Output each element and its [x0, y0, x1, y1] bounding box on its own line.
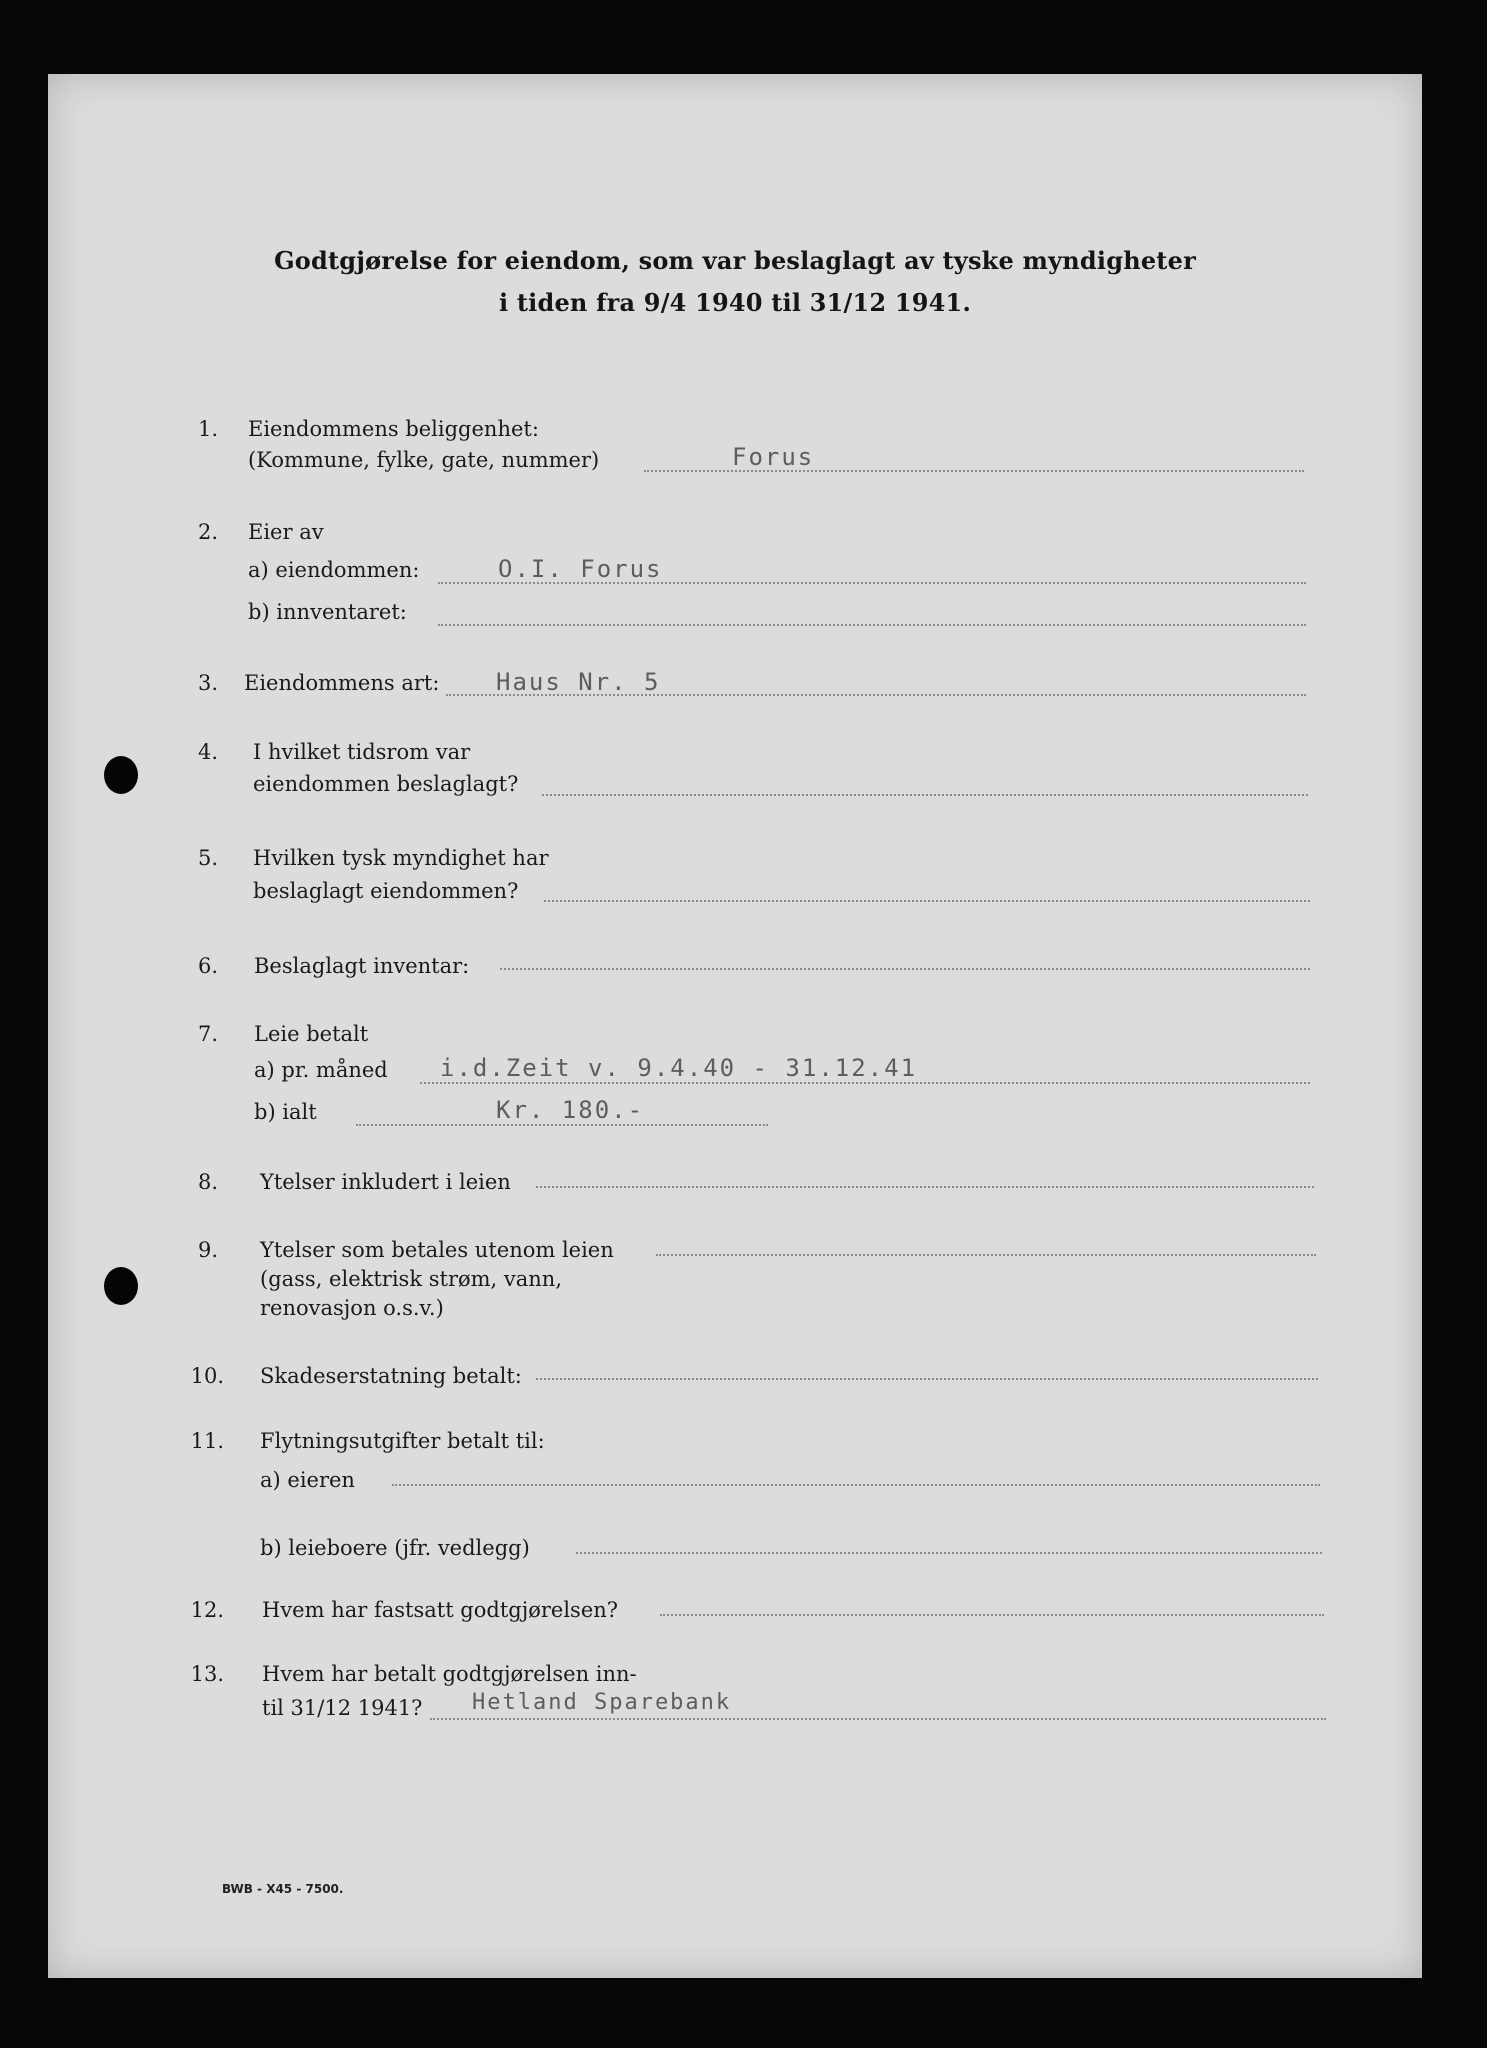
item-number: 4. — [197, 740, 218, 764]
item-number: 2. — [197, 520, 218, 544]
q7a-answer: i.d.Zeit v. 9.4.40 - 31.12.41 — [440, 1054, 918, 1082]
q4-label: I hvilket tidsrom var — [253, 740, 471, 764]
punch-hole — [104, 1267, 138, 1305]
item-number: 3. — [197, 671, 218, 695]
q1-label: Eiendommens beliggenhet: — [248, 417, 539, 441]
q9-label: Ytelser som betales utenom leien — [260, 1238, 614, 1262]
punch-hole — [104, 756, 138, 794]
q2a-label: a) eiendommen: — [248, 558, 420, 582]
q7a-answer-line — [420, 1082, 1310, 1084]
q8-label: Ytelser inkludert i leien — [260, 1170, 511, 1194]
q6-answer-line — [500, 968, 1310, 970]
q9-answer-line — [656, 1254, 1316, 1256]
item-number: 8. — [197, 1170, 218, 1194]
q5-label: Hvilken tysk myndighet har — [253, 846, 549, 870]
q5-label-2: beslaglagt eiendommen? — [253, 879, 519, 903]
q2b-answer-line — [438, 624, 1306, 626]
q9-label-3: renovasjon o.s.v.) — [260, 1296, 444, 1320]
q12-label: Hvem har fastsatt godtgjørelsen? — [262, 1598, 619, 1622]
q9-label-2: (gass, elektrisk strøm, vann, — [260, 1267, 562, 1291]
q13-answer-line — [430, 1718, 1326, 1720]
item-number: 9. — [197, 1238, 218, 1262]
item-number: 5. — [197, 846, 218, 870]
q7b-label: b) ialt — [254, 1100, 317, 1124]
form-title: Godtgjørelse for eiendom, som var beslaglagt av tyske myndigheter — [274, 246, 1196, 275]
q8-answer-line — [536, 1186, 1314, 1188]
q11-label: Flytningsutgifter betalt til: — [260, 1429, 545, 1453]
q11b-answer-line — [576, 1552, 1322, 1554]
q1-answer: Forus — [732, 443, 815, 471]
q3-answer: Haus Nr. 5 — [496, 668, 661, 696]
q1-label-hint: (Kommune, fylke, gate, nummer) — [248, 448, 600, 472]
q11a-answer-line — [392, 1484, 1320, 1486]
item-number: 1. — [197, 417, 218, 441]
q2a-answer: O.I. Forus — [498, 555, 663, 583]
q11a-label: a) eieren — [260, 1468, 355, 1492]
q13-label-2: til 31/12 1941? — [262, 1696, 423, 1720]
q4-label-2: eiendommen beslaglagt? — [253, 772, 519, 796]
q6-label: Beslaglagt inventar: — [254, 954, 470, 978]
form-print-code: BWB - X45 - 7500. — [222, 1882, 344, 1896]
item-number: 13. — [190, 1662, 224, 1686]
item-number: 10. — [190, 1364, 224, 1388]
item-number: 6. — [197, 954, 218, 978]
item-number: 12. — [190, 1598, 224, 1622]
item-number: 7. — [197, 1022, 218, 1046]
q13-answer: Hetland Sparebank — [472, 1690, 732, 1715]
form-sheet — [48, 74, 1422, 1978]
q2b-label: b) innventaret: — [248, 600, 407, 624]
q13-label: Hvem har betalt godtgjørelsen inn- — [262, 1662, 637, 1686]
q7a-label: a) pr. måned — [254, 1058, 388, 1082]
q11b-label: b) leieboere (jfr. vedlegg) — [260, 1536, 530, 1560]
q7b-answer: Kr. 180.- — [496, 1096, 645, 1124]
item-number: 11. — [190, 1429, 224, 1453]
q5-answer-line — [544, 900, 1310, 902]
q2-label: Eier av — [248, 520, 324, 544]
q4-answer-line — [542, 794, 1308, 796]
q7b-answer-line — [356, 1124, 768, 1126]
form-subtitle: i tiden fra 9/4 1940 til 31/12 1941. — [498, 288, 972, 317]
q10-label: Skadeserstatning betalt: — [260, 1364, 522, 1388]
q12-answer-line — [660, 1614, 1324, 1616]
q10-answer-line — [536, 1378, 1318, 1380]
q7-label: Leie betalt — [254, 1022, 369, 1046]
q3-label: Eiendommens art: — [244, 671, 440, 695]
